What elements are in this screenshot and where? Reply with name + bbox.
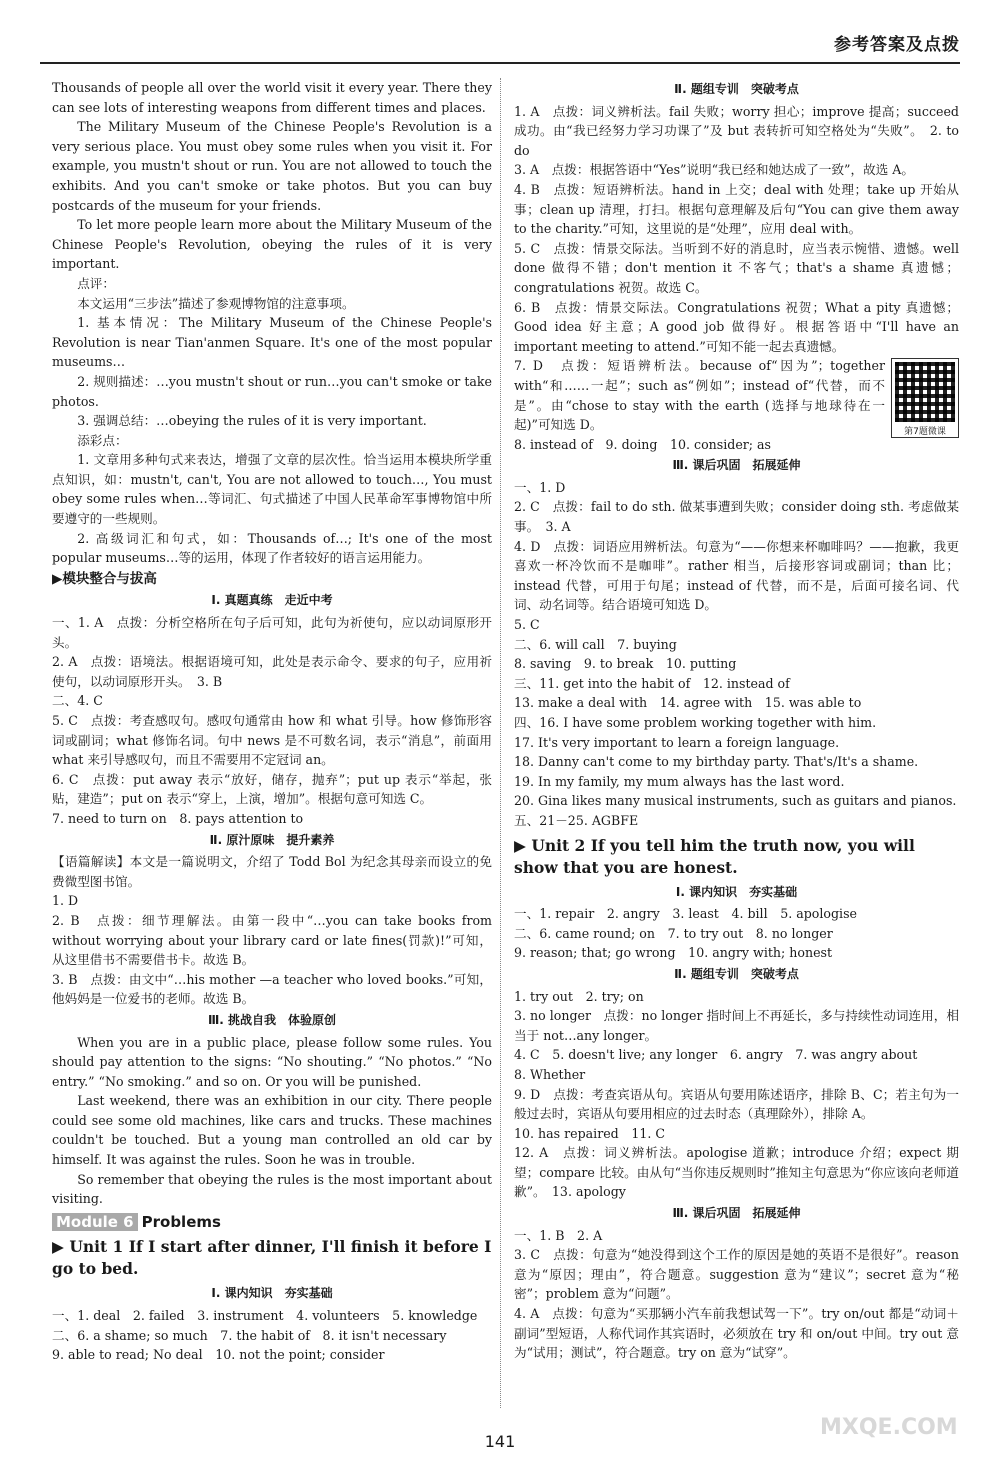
text-line: 二、6. a shame; so much 7. the habit of 8. it isn't necessary <box>52 1327 447 1343</box>
text-line: 5. C <box>514 617 540 633</box>
text-line: 20. Gina likes many musical instruments, such as guitars and pianos. <box>514 793 957 809</box>
unit2-title: If you tell him the truth now, you will show that you are honest. <box>514 835 915 877</box>
text-line: 1. try out 2. try; on <box>514 988 644 1004</box>
text-line: So remember that obeying the rules is the most important about visiting. <box>52 1171 492 1207</box>
text-line: To let more people learn more about the Military Museum of the Chinese People's Revolution, obeying the rules of it is very important. <box>52 217 492 272</box>
watermark: MXQE.COM <box>820 1415 958 1440</box>
text-line: Thousands of people all over the world visit it every year. There they can see lots of interesting weapons from different times and places. <box>52 80 492 115</box>
section-subheading: Ⅰ. 真题真练 走近中考 <box>211 593 333 608</box>
text-line: 二、4. C <box>52 693 103 709</box>
module-heading <box>52 1213 492 1233</box>
unit1-label: ▶ Unit 1 <box>52 1237 124 1257</box>
unit2-heading <box>514 835 959 879</box>
qr-code-icon <box>895 362 955 422</box>
section-subheading: Ⅰ. 课内知识 夯实基础 <box>211 1286 333 1301</box>
text-line: 五、21－25. AGBFE <box>514 812 639 828</box>
text-line: 点评： <box>77 275 115 291</box>
column-divider <box>500 78 501 1408</box>
text-line: 4. B 点拨：短语辨析法。hand in 上交；deal with 处理；take up 开始从事；clean up 清理，打扫。根据句意理解及后句“You can give them away to the charity.”可知，这里说的是“处理”，应用 deal with。 <box>514 181 959 237</box>
text-line: 9. D 点拨：考查宾语从句。宾语从句要用陈述语序，排除 B、C；若主句为一般过去时，宾语从句要用相应的过去时态（真理除外），排除 A。 <box>514 1086 959 1122</box>
section-subheading: Ⅰ. 课内知识 夯实基础 <box>675 884 798 899</box>
text-line: 【语篇解读】本文是一篇说明文，介绍了 Todd Bol 为纪念其母亲而设立的免费微型图书馆。 <box>52 854 492 889</box>
text-line: 添彩点： <box>77 432 128 448</box>
text-line: The Military Museum of the Chinese People's Revolution is a very serious place. You must obey some rules when you visit it. For example, you mustn't shout or run. You are not allowed to touch the exhibits. And you can't smoke or take photos. But you can buy postcards of the museum for your friends. <box>52 119 492 213</box>
page-number: 141 <box>484 1432 516 1451</box>
text-line: 2. C 点拨：fail to do sth. 做某事遭到失败；consider doing sth. 考虑做某事。 3. A <box>514 499 959 535</box>
text-line: 7. need to turn on 8. pays attention to <box>52 810 304 826</box>
unit1-heading <box>52 1236 492 1280</box>
text-line: When you are in a public place, please follow some rules. You should pay attention to the signs: “No shouting.” “No photos.” “No entry.” “No smoking.” and so on. Or you will be punished. <box>52 1034 492 1089</box>
text-line: 6. C 点拨：put away 表示“放好，储存，抛弃”；put up 表示“举起，张贴，建造”；put on 表示“穿上，上演，增加”。根据句意可知选 C。 <box>52 771 492 807</box>
text-line: 一、1. B 2. A <box>514 1227 603 1243</box>
text-line: 本文运用“三步法”描述了参观博物馆的注意事项。 <box>77 295 355 311</box>
section-subheading: Ⅱ. 题组专训 突破考点 <box>674 82 799 96</box>
text-line: 18. Danny can't come to my birthday party. That's/It's a shame. <box>514 754 919 770</box>
module-name: Problems <box>141 1212 221 1231</box>
text-line: 6. B 点拨：情景交际法。Congratulations 祝贺；What a pity 真遗憾；Good idea 好主意；A good job 做得好。根据答语中“I'll have an important meeting to attend.”可知不能一起去真遗憾。 <box>514 299 959 354</box>
header-title: 参考答案及点拨 <box>834 35 960 55</box>
text-line: 3. B 点拨：由文中“…his mother —a teacher who loved books.”可知，他妈妈是一位爱书的老师。故选 B。 <box>52 971 492 1007</box>
text-line: 4. C 5. doesn't live; any longer 6. angry 7. was angry about <box>514 1047 918 1063</box>
text-line: 1. D <box>52 893 79 909</box>
right-column <box>514 78 959 1363</box>
text-line: 1. 文章用多种句式来表达，增强了文章的层次性。恰当运用本模块所学重点知识，如：mustn't, can't, You are not allowed to touch…, You must obey some rules when…等词汇、句式描述了中国人民革命军事博物馆中所要遵守的一些规则。 <box>52 452 492 527</box>
section-subheading: Ⅱ. 原汁原味 提升素养 <box>209 832 335 847</box>
unit2-label: ▶ Unit 2 <box>514 835 586 855</box>
section-subheading: Ⅲ. 课后巩固 拓展延伸 <box>672 458 801 473</box>
section-subheading: Ⅲ. 课后巩固 拓展延伸 <box>672 1206 801 1221</box>
text-line: 5. C 点拨：情景交际法。当听到不好的消息时，应当表示惋惜、遗憾。well done 做得不错；don't mention it 不客气；that's a shame 真遗憾；congratulations 祝贺。故选 C。 <box>514 240 959 295</box>
unit1-title: If I start after dinner, I'll finish it before I go to bed. <box>52 1237 492 1279</box>
text-line: 2. A 点拨：语境法。根据语境可知，此处是表示命令、要求的句子，应用祈使句，以动词原形开头。 3. B <box>52 654 492 689</box>
qr-caption: 第7题微课 <box>904 427 946 438</box>
text-line: 7. D 点拨：短语辨析法。because of“因为”；together with“和……一起”；such as“例如”；instead of“代替，而不是”。由“chose to stay with the earth (选择与地球待在一起)”可知选 D。 <box>514 358 885 433</box>
qr-code[interactable] <box>891 358 959 438</box>
text-line: 3. no longer 点拨：no longer 指时间上不再延长，多与持续性动词连用，相当于 not…any longer。 <box>514 1008 959 1043</box>
text-line: 3. C 点拨：句意为“她没得到这个工作的原因是她的英语不是很好”。reason 意为“原因；理由”，符合题意。suggestion 意为“建议”；secret 意为“秘密”；problem 意为“问题”。 <box>514 1247 959 1302</box>
text-line: 5. C 点拨：考查感叹句。感叹句通常由 how 和 what 引导。how 修饰形容词或副词；what 修饰名词。句中 news 是不可数名词，表示“消息”，前面用 what 来引导感叹句，而且不需要用不定冠词 an。 <box>52 713 492 768</box>
text-line: 12. A 点拨：词义辨析法。apologise 道歉；introduce 介绍；expect 期望；compare 比较。由从句“当你违反规则时”推知主句意思为“你应该向老师道歉”。 13. apology <box>514 1145 959 1200</box>
page-header <box>40 18 960 64</box>
text-line: 9. reason; that; go wrong 10. angry with; honest <box>514 945 833 961</box>
text-line: 3. A 点拨：根据答语中“Yes”说明“我已经和她达成了一致”，故选 A。 <box>514 162 914 178</box>
section-subheading: Ⅱ. 题组专训 突破考点 <box>674 966 799 981</box>
section-subheading: Ⅲ. 挑战自我 体验原创 <box>207 1012 337 1027</box>
text-line: Last weekend, there was an exhibition in our city. There people could see some old machines, like cars and trucks. These machines couldn't be touched. But a young man controlled an old car by himself. It was against the rules. Soon he was in trouble. <box>52 1093 492 1168</box>
text-line: 一、1. repair 2. angry 3. least 4. bill 5. apologise <box>514 906 857 922</box>
text-line: 三、11. get into the habit of 12. instead of <box>514 675 790 691</box>
text-line: 1. 基本情况：The Military Museum of the Chinese People's Revolution is near Tian'anmen Square. It's one of the most popular museums… <box>52 315 492 370</box>
text-line: 一、1. A 点拨：分析空格所在句子后可知，此句为祈使句，应以动词原形开头。 <box>52 615 492 650</box>
text-line: 1. A 点拨：词义辨析法。fail 失败；worry 担心；improve 提高；succeed 成功。由“我已经努力学习功课了”及 but 表转折可知空格处为“失败”。 2. to do <box>514 103 959 158</box>
text-line: 2. 高级词汇和句式，如：Thousands of…; It's one of the most popular museums…等的运用，体现了作者较好的语言运用能力。 <box>52 530 492 566</box>
left-column <box>52 78 492 1365</box>
text-line: 17. It's very important to learn a foreign language. <box>514 734 840 750</box>
text-line: 8. Whether <box>514 1066 586 1082</box>
text-line: 13. make a deal with 14. agree with 15. was able to <box>514 695 862 711</box>
text-line: 19. In my family, my mum always has the last word. <box>514 773 845 789</box>
text-line: 8. saving 9. to break 10. putting <box>514 656 737 672</box>
text-line: 9. able to read; No deal 10. not the point; consider <box>52 1347 385 1363</box>
text-line: 2. B 点拨：细节理解法。由第一段中“…you can take books from without worrying about your library card or late fines(罚款)!”可知，从这里借书不需要借书卡。故选 B。 <box>52 912 492 968</box>
text-line: 2. 规则描述：…you mustn't shout or run…you can't smoke or take photos. <box>52 373 492 409</box>
text-line: 4. D 点拨：词语应用辨析法。句意为“——你想来杯咖啡吗？——抱歉，我更喜欢一杯冷饮而不是咖啡”。rather 相当，后接形容词或副词；than 比；instead 代替，可用于句尾；instead of 代替，而不是，后面可接名词、代词、动名词等。结合语境可知选 D。 <box>514 538 959 613</box>
text-line: 二、6. will call 7. buying <box>514 636 677 652</box>
text-line: 10. has repaired 11. C <box>514 1125 665 1141</box>
section-heading: ▶模块整合与拔高 <box>52 570 157 587</box>
text-line: 一、1. deal 2. failed 3. instrument 4. volunteers 5. knowledge <box>52 1308 478 1324</box>
text-line: 一、1. D <box>514 479 566 495</box>
text-line: 四、16. I have some problem working together with him. <box>514 715 877 730</box>
module-tag: Module 6 <box>52 1213 138 1231</box>
text-line: 二、6. came round; on 7. to try out 8. no longer <box>514 925 833 941</box>
text-line: 3. 强调总结：…obeying the rules of it is very important. <box>77 413 427 429</box>
text-line: 8. instead of 9. doing 10. consider; as <box>514 436 772 452</box>
text-line: 4. A 点拨：句意为“买那辆小汽车前我想试驾一下”。try on/out 都是“动词＋副词”型短语，人称代词作其宾语时，必须放在 try 和 on/out 中间。try out 意为“试用；测试”，符合题意。try on 意为“试穿”。 <box>514 1306 959 1361</box>
